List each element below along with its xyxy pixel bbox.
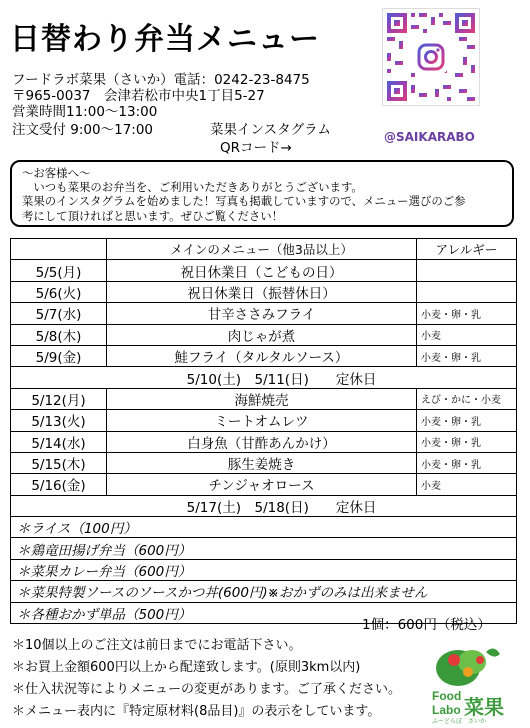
row-date: 5/14(水) [11,431,107,452]
table-row [11,410,517,431]
logo-food-text: Food [432,689,462,703]
table-row [11,388,517,409]
page-title: 日替わり弁当メニュー [10,22,320,57]
row-dish: 海鮮焼売 [107,388,417,409]
price-label: 1個：600円（税込） [362,617,491,633]
instagram-label: 菜果インスタグラム [210,122,331,138]
table-row [11,324,517,345]
row-allergy: 小麦・卵・乳 [417,452,517,473]
instagram-handle: @SAIKARABO [384,130,475,144]
notice-line: いつも菜果のお弁当を、ご利用いただきありがとうございます。 [22,180,363,195]
table-row [11,345,517,366]
closed-days: 5/10(土) 5/11(日) 定休日 [11,367,517,388]
row-dish: 祝日休業日（振替休日） [107,281,417,302]
row-dish: ミートオムレツ [107,410,417,431]
extra-row [11,581,517,602]
shop-address: 〒965-0037 会津若松市中央1丁目5-27 [12,88,265,104]
row-allergy [417,260,517,281]
notice-greeting: 〜お客様へ〜 [22,166,91,180]
shop-contact: フードラボ菜果（さいか）電話：0242-23-8475 [12,72,310,88]
table-row [11,303,517,324]
extra-row [11,517,517,538]
row-date: 5/8(木) [11,324,107,345]
row-allergy [417,281,517,302]
row-dish: 豚生姜焼き [107,452,417,473]
logo-kana-text: ふーどらぼ さいか [432,718,487,724]
row-allergy: 小麦・卵・乳 [417,345,517,366]
order-hours: 注文受付 9:00〜17:00 [12,122,154,138]
logo-labo-text: Labo [432,703,461,717]
row-allergy: 小麦・卵・乳 [417,410,517,431]
row-allergy: 小麦 [417,474,517,495]
table-row [11,260,517,281]
row-allergy: 小麦・卵・乳 [417,431,517,452]
note-item: ＊仕入状況等によりメニューの変更があります。ご了承ください。 [12,682,401,697]
extra-item: ＊各種おかず単品（500円） [11,602,517,623]
row-dish: 鮭フライ（タルタルソース） [107,345,417,366]
row-allergy: 小麦 [417,324,517,345]
extra-row [11,538,517,559]
header-date [11,239,107,260]
extra-item: ＊ライス（100円） [11,517,517,538]
extra-item: ＊鶏竜田揚げ弁当（600円） [11,538,517,559]
closed-days-row [11,495,517,516]
row-date: 5/5(月) [11,260,107,281]
logo-saika-text: 菜果 [464,695,504,719]
row-allergy: えび・かに・小麦 [417,388,517,409]
closed-days-row [11,367,517,388]
header-allergy: アレルギー [417,239,517,260]
note-item: ＊10個以上のご注文は前日までにお電話下さい。 [12,638,302,653]
note-item: ＊お買上金額600円以上から配達致します。(原則3km以内) [12,660,361,675]
notice-line: 菜果のインスタグラムを始めました！写真も掲載していますので、メニュー選びのご参 [22,194,466,209]
business-hours: 営業時間11:00〜13:00 [12,104,158,120]
note-item: ＊メニュー表内に『特定原材料(8品目)』の表示をしています。 [12,704,381,719]
extra-row [11,559,517,580]
food-labo-saika-logo [428,640,520,724]
qr-label: QRコード→ [220,140,292,156]
table-row [11,281,517,302]
notice-line: 考にして頂ければと思います。ぜひご覧ください！ [22,208,284,223]
row-dish: 肉じゃが煮 [107,324,417,345]
row-date: 5/15(木) [11,452,107,473]
row-allergy: 小麦・卵・乳 [417,303,517,324]
menu-table [10,238,517,624]
row-dish: 白身魚（甘酢あんかけ） [107,431,417,452]
customer-notice [10,160,514,227]
row-date: 5/13(火) [11,410,107,431]
table-row [11,474,517,495]
row-dish: チンジャオロース [107,474,417,495]
row-date: 5/9(金) [11,345,107,366]
row-date: 5/12(月) [11,388,107,409]
header-main-menu: メインのメニュー（他3品以上） [107,239,417,260]
instagram-qr-code[interactable] [382,8,480,106]
row-date: 5/16(金) [11,474,107,495]
table-header-row [11,239,517,260]
table-row [11,431,517,452]
row-date: 5/7(水) [11,303,107,324]
row-dish: 祝日休業日（こどもの日） [107,260,417,281]
row-dish: 甘辛ささみフライ [107,303,417,324]
extra-item: ＊菜果特製ソースのソースかつ丼(600円)※おかずのみは出来ません [11,581,517,602]
table-row [11,452,517,473]
extra-item: ＊菜果カレー弁当（600円） [11,559,517,580]
closed-days: 5/17(土) 5/18(日) 定休日 [11,495,517,516]
row-date: 5/6(火) [11,281,107,302]
